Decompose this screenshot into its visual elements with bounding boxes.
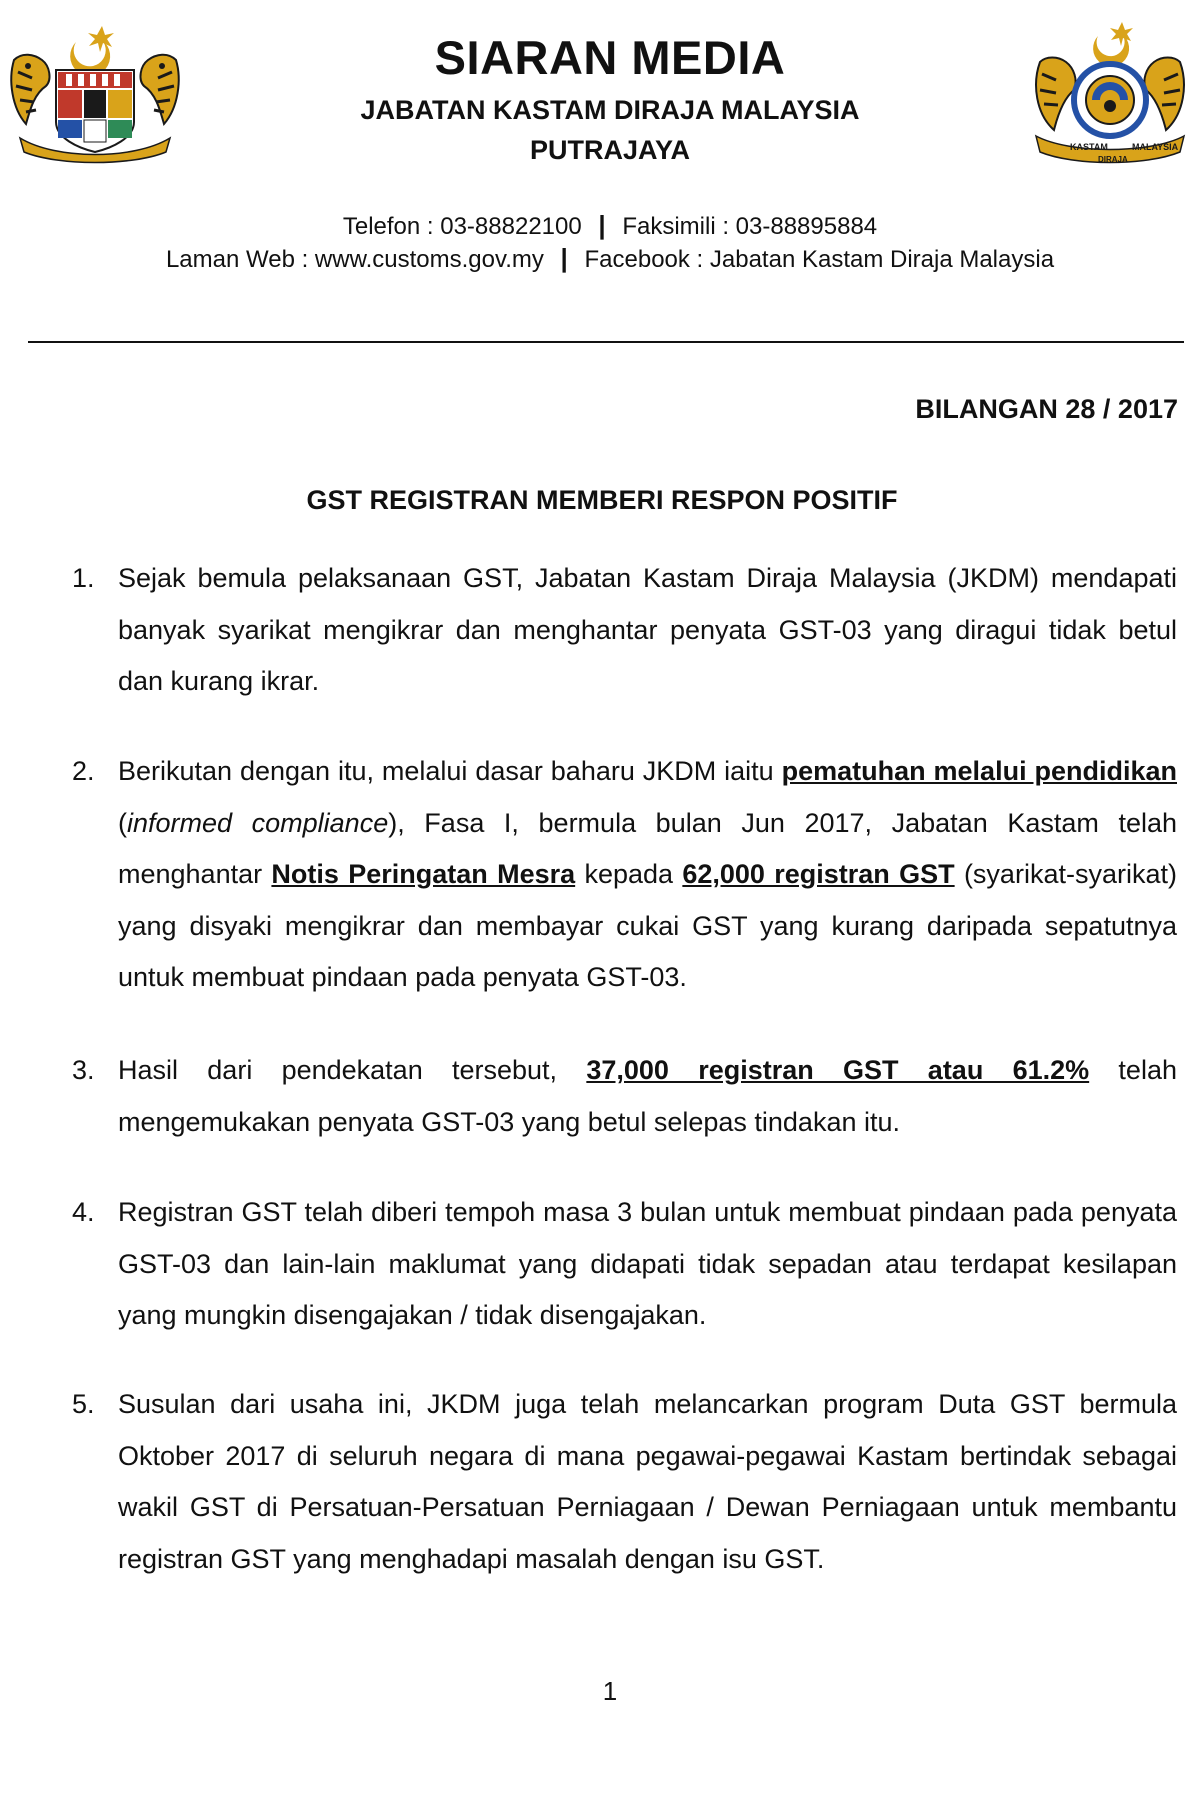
paragraph-text: telah mengemukakan penyata GST-03 yang betul selepas tindakan itu. — [118, 1055, 1177, 1137]
telefon-text: Telefon : 03-88822100 — [342, 213, 582, 240]
contact-line-phone — [0, 210, 1204, 241]
paragraph — [72, 1379, 1177, 1585]
reference-number: BILANGAN 28 / 2017 — [915, 394, 1178, 424]
contact-separator: | — [560, 243, 568, 273]
paragraph-text: Susulan dari usaha ini, JKDM juga telah melancarkan program Duta GST bermula Oktober 2017 di seluruh negara di mana pegawai-pegawai Kastam bertindak sebagai wakil GST di Persatuan-Persatuan Perniagaan / Dewan Perniagaan untuk membantu registran GST yang menghadapi masalah dengan isu GST. — [118, 1389, 1177, 1574]
agency-city: PUTRAJAYA — [529, 135, 691, 165]
paragraph-number: 1. — [72, 563, 95, 593]
paragraph — [72, 1045, 1177, 1148]
paragraph-number: 5. — [72, 1389, 95, 1419]
emblem-text-malaysia: MALAYSIA — [1132, 142, 1179, 152]
paragraph-text: ( — [118, 807, 127, 838]
paragraph — [72, 553, 1177, 708]
italic-text: informed compliance — [127, 807, 389, 838]
paragraph-text: Hasil dari pendekatan tersebut, — [118, 1055, 587, 1085]
page-title: SIARAN MEDIA — [434, 31, 786, 84]
paragraph — [72, 746, 1177, 1004]
emphasis-text: pematuhan melalui pendidikan — [781, 756, 1177, 786]
facebook-text: Facebook : Jabatan Kastam Diraja Malaysia — [584, 246, 1055, 273]
emphasis-text: 37,000 registran GST atau 61.2% — [586, 1055, 1090, 1085]
website-text: Laman Web : www.customs.gov.my — [165, 246, 544, 273]
paragraph — [72, 1187, 1177, 1342]
header-divider — [28, 341, 1184, 343]
faksimili-text: Faksimili : 03-88895884 — [622, 213, 878, 240]
paragraph-text: kepada — [575, 859, 683, 889]
emphasis-text: 62,000 registran GST — [682, 859, 955, 889]
emblem-text-kastam: KASTAM — [1070, 142, 1108, 152]
page-number: 1 — [602, 1676, 618, 1706]
paragraph-text: Sejak bemula pelaksanaan GST, Jabatan Kastam Diraja Malaysia (JKDM) mendapati banyak syarikat mengikrar dan menghantar penyata GST-03 yang diragui tidak betul dan kurang ikrar. — [118, 563, 1177, 696]
paragraph-number: 3. — [72, 1055, 95, 1085]
document-heading: GST REGISTRAN MEMBERI RESPON POSITIF — [306, 485, 898, 515]
paragraph-number: 2. — [72, 756, 95, 786]
paragraph-text: Berikutan dengan itu, melalui dasar baharu JKDM iaitu — [118, 756, 782, 786]
paragraph-text: ), Fasa I, bermula bulan Jun 2017, Jabatan Kastam telah menghantar — [118, 807, 1177, 889]
contact-separator: | — [598, 210, 606, 240]
paragraph-number: 4. — [72, 1197, 95, 1227]
paragraph-text: (syarikat-syarikat) yang disyaki mengikrar dan membayar cukai GST yang kurang daripada sepatutnya untuk membuat pindaan pada penyata GST-03. — [118, 859, 1177, 992]
paragraph-text: Registran GST telah diberi tempoh masa 3 bulan untuk membuat pindaan pada penyata GST-03 dan lain-lain maklumat yang didapati tidak sepadan atau terdapat kesilapan yang mungkin disengajakan / tidak disengajakan. — [118, 1197, 1177, 1330]
emblem-text-diraja: DIRAJA — [1098, 155, 1128, 164]
contact-line-web — [0, 243, 1204, 274]
emphasis-text: Notis Peringatan Mesra — [271, 859, 576, 889]
agency-name: JABATAN KASTAM DIRAJA MALAYSIA — [360, 95, 860, 125]
